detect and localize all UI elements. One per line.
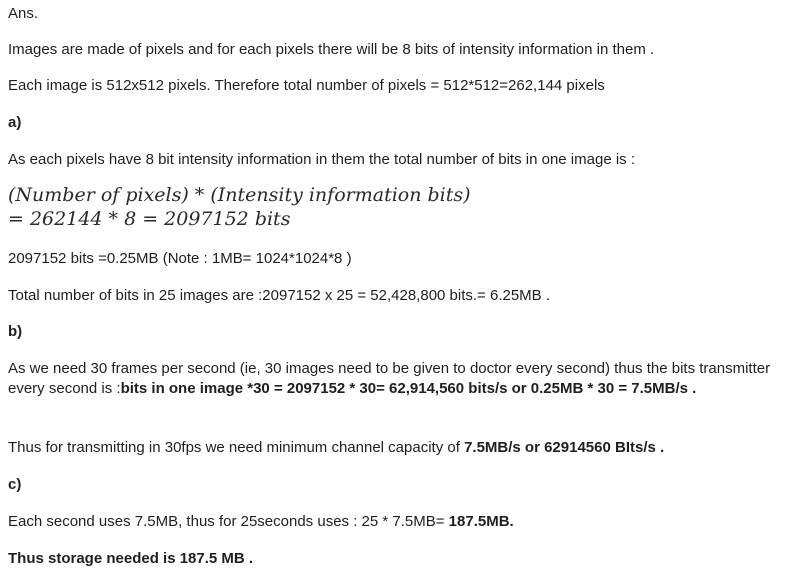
formula-line-2: = 262144 * 8 = 2097152 bits	[8, 208, 291, 230]
pixel-count-paragraph: Each image is 512x512 pixels. Therefore total number of pixels = 512*512=262,144 pixels	[8, 77, 605, 94]
part-a-label: a)	[8, 114, 22, 131]
part-c-label: c)	[8, 476, 22, 493]
capacity-bold: 7.5MB/s or 62914560 BIts/s .	[464, 439, 665, 456]
uses-paragraph	[8, 512, 514, 532]
total-bits-25-images: Total number of bits in 25 images are :2097152 x 25 = 52,428,800 bits.= 6.25MB .	[8, 287, 551, 304]
part-b-text-plain: As we need 30 frames per second (ie, 30 images need to be given to doctor every second) thus the bits transmitter every second is :	[8, 360, 771, 397]
ans-heading: Ans.	[8, 5, 39, 22]
storage-conclusion: Thus storage needed is 187.5 MB .	[8, 550, 254, 567]
uses-plain: Each second uses 7.5MB, thus for 25seconds uses : 25 * 7.5MB=	[8, 513, 449, 530]
part-b-paragraph	[8, 359, 778, 399]
part-b-label: b)	[8, 323, 23, 340]
bits-note: 2097152 bits =0.25MB (Note : 1MB= 1024*1024*8 )	[8, 250, 352, 267]
uses-bold: 187.5MB.	[448, 513, 514, 530]
part-b-text-bold: bits in one image *30 = 2097152 * 30= 62,914,560 bits/s or 0.25MB * 30 = 7.5MB/s .	[120, 380, 697, 397]
intro-paragraph: Images are made of pixels and for each pixels there will be 8 bits of intensity information in them .	[8, 41, 655, 58]
part-a-intro: As each pixels have 8 bit intensity information in them the total number of bits in one image is :	[8, 151, 635, 168]
capacity-plain: Thus for transmitting in 30fps we need minimum channel capacity of	[8, 439, 465, 456]
channel-capacity-paragraph	[8, 438, 664, 458]
formula-line-1: (Number of pixels) * (Intensity information bits)	[8, 184, 471, 206]
